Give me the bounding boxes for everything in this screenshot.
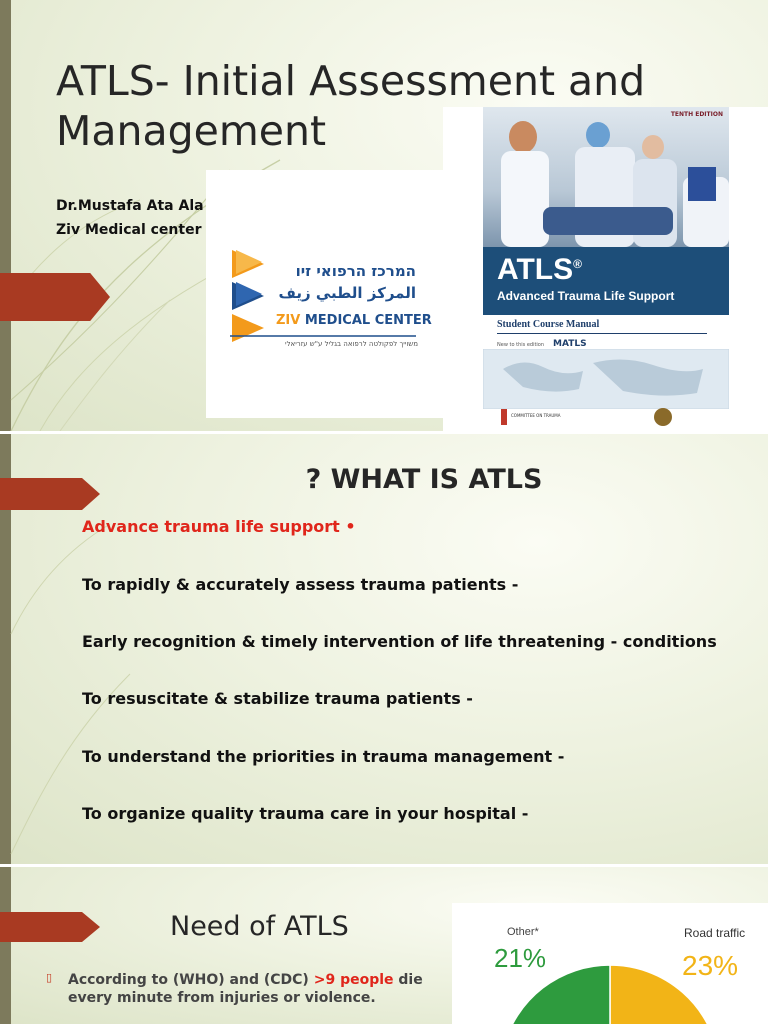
section-title: ? WHAT IS ATLS <box>305 464 543 495</box>
logo-arabic: المركز الطبي زيف <box>278 284 416 302</box>
pie-value-label: 21% <box>494 943 547 973</box>
book-manual: Student Course Manual <box>497 319 600 330</box>
logo-tagline: משוייך לפקולטה לרפואה בגליל ע"ש עזריאלי <box>285 340 418 348</box>
slide-title-text: ATLS- Initial Assessment and Management <box>56 57 646 155</box>
pie-category-label: Other* <box>507 926 539 938</box>
surgeons-photo-icon <box>483 107 729 247</box>
statistic-before: According to (WHO) and (CDC) <box>68 972 314 988</box>
book-brand-text: ATLS <box>497 253 574 286</box>
book-footer-logos-icon <box>483 407 729 431</box>
book-brand-reg: ® <box>573 257 582 271</box>
bullet-icon: ▯ <box>46 971 53 984</box>
institution-name: Ziv Medical center <box>56 222 202 238</box>
book-lower-panel <box>483 315 729 431</box>
pie-chart <box>452 903 768 1024</box>
logo-hebrew: המרכז הרפואי זיו <box>295 262 416 280</box>
book-subtitle: Advanced Trauma Life Support <box>497 289 675 303</box>
accent-arrow <box>0 273 110 321</box>
list-item: Advance trauma life support • <box>82 517 356 536</box>
accent-arrow <box>0 912 100 942</box>
pie-slice <box>503 965 610 1024</box>
list-item: To understand the priorities in trauma management - <box>82 747 565 766</box>
book-brand <box>497 253 582 287</box>
logo-name <box>276 313 432 328</box>
ziv-logo <box>206 170 446 418</box>
book-new-label: New to this edition <box>497 342 545 348</box>
statistic-highlight: >9 people <box>313 972 394 988</box>
list-item: Early recognition & timely intervention of life threatening - conditions <box>82 632 717 651</box>
book-photo <box>483 107 729 247</box>
statistic-after: die every minute from injuries or violence. <box>68 972 423 1006</box>
injury-causes-chart <box>452 903 768 1024</box>
slide-need-of-atls <box>0 867 768 1024</box>
atls-goals-list <box>82 516 722 824</box>
sidebar-strip <box>0 867 11 1024</box>
logo-name-ziv: ZIV <box>276 313 301 328</box>
list-item: To rapidly & accurately assess trauma patients - <box>82 575 519 594</box>
book-edition: TENTH EDITION <box>670 111 723 118</box>
book-cover-art <box>483 107 729 431</box>
atls-book-cover <box>443 107 768 431</box>
pie-category-label: Road traffic <box>684 926 746 940</box>
logo-name-rest: MEDICAL CENTER <box>304 313 432 328</box>
list-item: To organize quality trauma care in your hospital - <box>82 804 529 823</box>
world-map-icon <box>483 349 729 409</box>
author-name: Dr.Mustafa Ata Ala <box>56 198 204 214</box>
section-title: Need of ATLS <box>170 911 349 942</box>
slide-what-is-atls <box>0 434 768 864</box>
book-committee: COMMITTEE ON TRAUMA <box>511 413 561 418</box>
book-divider <box>497 333 707 334</box>
statistic-text <box>68 971 448 1007</box>
slide-title <box>0 0 768 431</box>
list-item: To resuscitate & stabilize trauma patients - <box>82 689 473 708</box>
pie-value-label: 23% <box>682 950 739 981</box>
book-matls: MATLS <box>553 339 587 349</box>
